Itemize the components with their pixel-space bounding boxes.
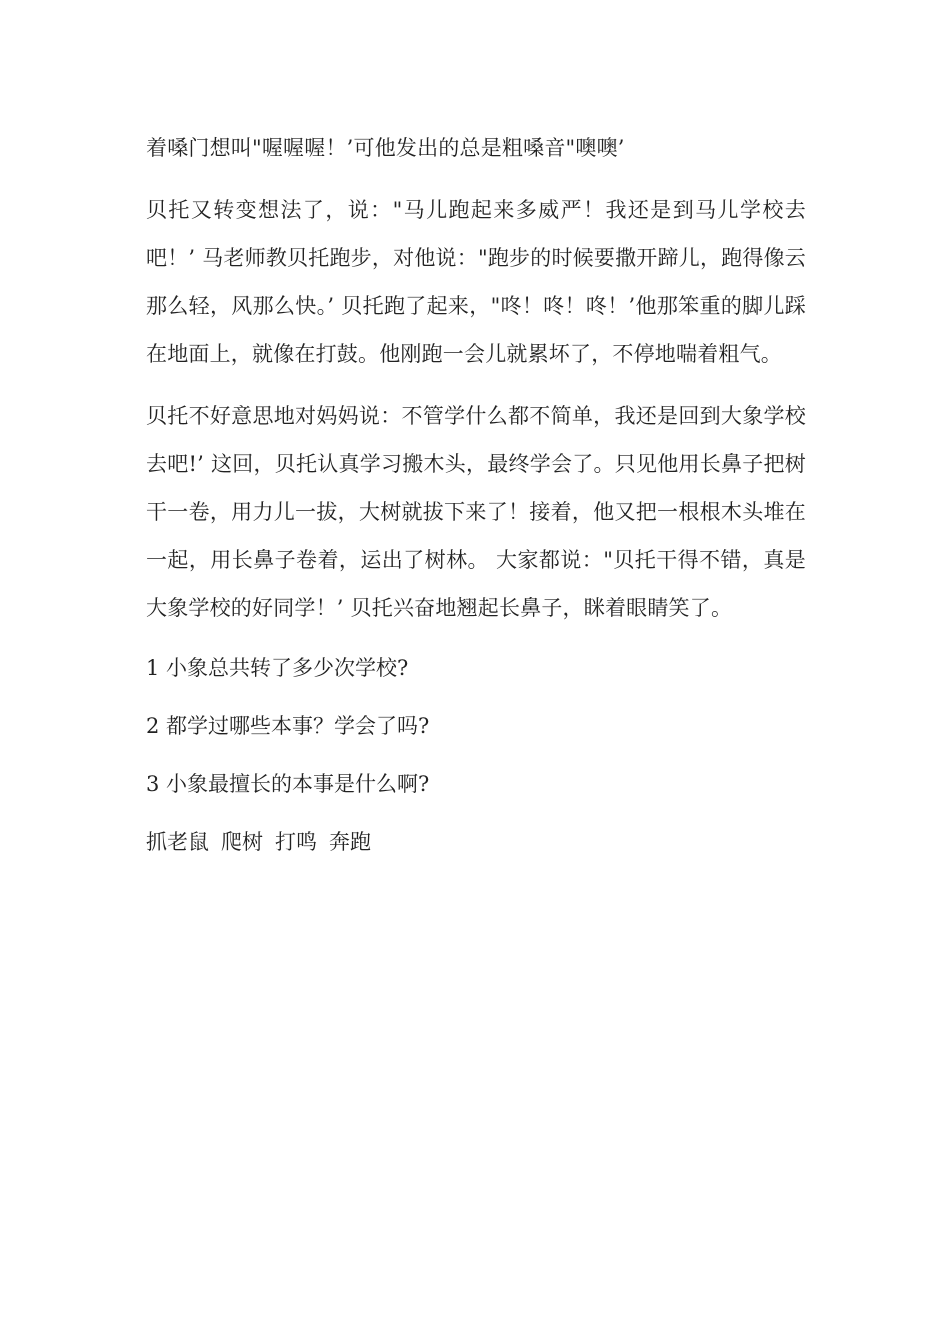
story-paragraph-3: 贝托不好意思地对妈妈说：不管学什么都不简单，我还是回到大象学校去吧!’ 这回，贝托认真学习搬木头，最终学会了。只见他用长鼻子把树干一卷，用力儿一拔，大树就拔下来了！接着，他又把一根根木头堆在一起，用长鼻子卷着，运出了树林。 大家都说："贝托干得不错，真是大象学校的好同学！’ 贝托兴奋地翘起长鼻子，眯着眼睛笑了。 <box>146 404 806 620</box>
answer-options <box>146 820 806 864</box>
story-paragraph-2: 贝托又转变想法了，说："马儿跑起来多威严！我还是到马儿学校去吧！’ 马老师教贝托跑步，对他说："跑步的时候要撒开蹄儿，跑得像云那么轻，风那么快。’ 贝托跑了起来，"咚！咚！咚！’他那笨重的脚儿踩在地面上，就像在打鼓。他刚跑一会儿就累坏了，不停地喘着粗气。 <box>146 198 806 366</box>
option-catch-mouse: 抓老鼠 <box>146 830 209 854</box>
story-paragraph-1: 着嗓门想叫"喔喔喔！’可他发出的总是粗嗓音"噢噢’ <box>146 136 625 160</box>
document-body <box>146 130 806 864</box>
option-climb-tree: 爬树 <box>221 830 263 854</box>
question-2: 2 都学过哪些本事？学会了吗? <box>146 714 430 738</box>
question-3: 3 小象最擅长的本事是什么啊? <box>146 772 430 796</box>
question-1: 1 小象总共转了多少次学校? <box>146 656 409 680</box>
option-run: 奔跑 <box>329 830 371 854</box>
option-crow: 打鸣 <box>275 830 317 854</box>
